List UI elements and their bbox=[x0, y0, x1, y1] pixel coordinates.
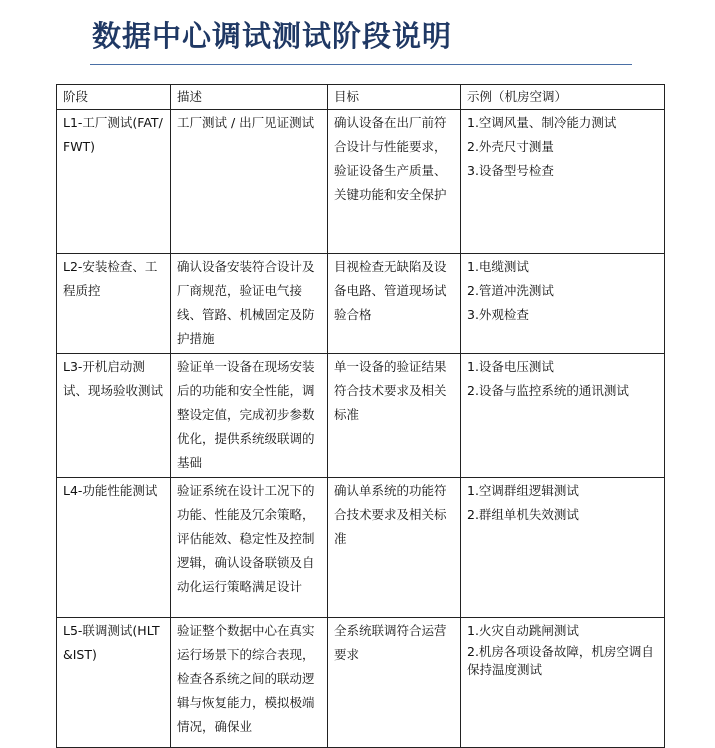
example-item: 2.外壳尺寸测量 bbox=[467, 139, 554, 154]
stage-cell: L3-开机启动测试、现场验收测试 bbox=[57, 354, 171, 478]
description-cell: 工厂测试 / 出厂见证测试 bbox=[171, 110, 328, 254]
description-cell: 验证单一设备在现场安装后的功能和安全性能，调整设定值，完成初步参数优化，提供系统级联调的基础 bbox=[171, 354, 328, 478]
title-divider bbox=[90, 64, 632, 65]
stage-cell: L4-功能性能测试 bbox=[57, 478, 171, 618]
header-example: 示例（机房空调） bbox=[461, 85, 665, 110]
stage-table bbox=[56, 84, 665, 748]
example-item: 2.群组单机失效测试 bbox=[467, 507, 579, 522]
example-cell bbox=[461, 618, 665, 748]
example-item: 2.机房各项设备故障，机房空调自保持温度测试 bbox=[467, 644, 654, 677]
table-row bbox=[57, 618, 665, 748]
description-cell: 验证整个数据中心在真实运行场景下的综合表现，检查各系统之间的联动逻辑与恢复能力，模拟极端情况，确保业 bbox=[171, 618, 328, 748]
header-goal: 目标 bbox=[328, 85, 461, 110]
example-item: 2.设备与监控系统的通讯测试 bbox=[467, 383, 629, 398]
example-cell bbox=[461, 254, 665, 354]
description-cell: 验证系统在设计工况下的功能、性能及冗余策略，评估能效、稳定性及控制逻辑，确认设备联锁及自动化运行策略满足设计 bbox=[171, 478, 328, 618]
example-cell bbox=[461, 110, 665, 254]
description-cell: 确认设备安装符合设计及厂商规范，验证电气接线、管路、机械固定及防护措施 bbox=[171, 254, 328, 354]
example-cell bbox=[461, 478, 665, 618]
example-item: 3.外观检查 bbox=[467, 307, 529, 322]
stage-cell: L2-安装检查、工程质控 bbox=[57, 254, 171, 354]
goal-cell: 确认单系统的功能符合技术要求及相关标准 bbox=[328, 478, 461, 618]
header-description: 描述 bbox=[171, 85, 328, 110]
example-item: 1.火灾自动跳闸测试 bbox=[467, 623, 579, 638]
table-row bbox=[57, 478, 665, 618]
example-item: 1.设备电压测试 bbox=[467, 359, 554, 374]
goal-cell: 确认设备在出厂前符合设计与性能要求，验证设备生产质量、关键功能和安全保护 bbox=[328, 110, 461, 254]
example-item: 1.电缆测试 bbox=[467, 259, 529, 274]
stage-cell: L1-工厂测试(FAT/FWT) bbox=[57, 110, 171, 254]
goal-cell: 单一设备的验证结果符合技术要求及相关标准 bbox=[328, 354, 461, 478]
table-header-row bbox=[57, 85, 665, 110]
stage-cell: L5-联调测试(HLT&IST) bbox=[57, 618, 171, 748]
document-title: 数据中心调试测试阶段说明 bbox=[92, 19, 453, 53]
goal-cell: 全系统联调符合运营要求 bbox=[328, 618, 461, 748]
example-item: 1.空调群组逻辑测试 bbox=[467, 483, 579, 498]
goal-cell: 目视检查无缺陷及设备电路、管道现场试验合格 bbox=[328, 254, 461, 354]
example-cell bbox=[461, 354, 665, 478]
header-stage: 阶段 bbox=[57, 85, 171, 110]
example-item: 3.设备型号检查 bbox=[467, 163, 554, 178]
table-row bbox=[57, 254, 665, 354]
table-row bbox=[57, 354, 665, 478]
example-item: 2.管道冲洗测试 bbox=[467, 283, 554, 298]
example-item: 1.空调风量、制冷能力测试 bbox=[467, 115, 617, 130]
table-row bbox=[57, 110, 665, 254]
